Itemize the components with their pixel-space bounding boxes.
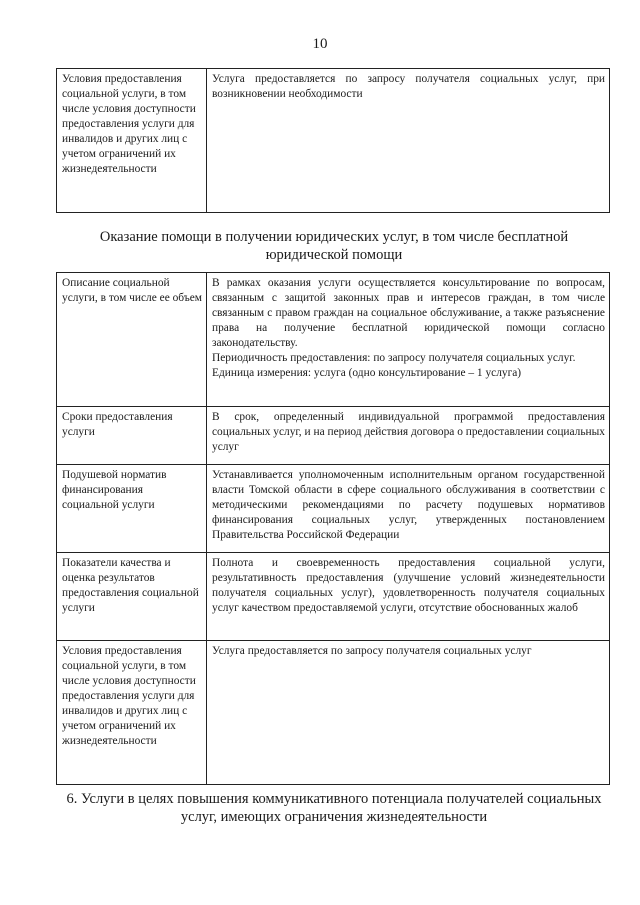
row-value: Устанавливается уполномоченным исполнительным органом государственной власти Томской области в сфере социального обслуживания в соответствии с методическими рекомендациями по расчету подушевых нормативов финансирования социальных услуг, утвержденных постановлением Правительства Российской Федерации xyxy=(207,465,610,553)
row-label: Условия предоставления социальной услуги, в том числе условия доступности предоставления услуги для инвалидов и других лиц с учетом ограничений их жизнедеятельности xyxy=(57,69,207,213)
page-number: 10 xyxy=(312,36,328,52)
row-value: Услуга предоставляется по запросу получателя социальных услуг, при возникновении необходимости xyxy=(207,69,610,213)
service-conditions-table xyxy=(56,68,610,213)
row-label: Подушевой норматив финансирования социальной услуги xyxy=(57,465,207,553)
unit-text: Единица измерения: услуга (одно консультирование – 1 услуга) xyxy=(212,367,522,379)
row-label: Условия предоставления социальной услуги, в том числе условия доступности предоставления услуги для инвалидов и других лиц с учетом ограничений их жизнедеятельности xyxy=(57,641,207,785)
row-label: Показатели качества и оценка результатов предоставления социальной услуги xyxy=(57,553,207,641)
description-text: В рамках оказания услуги осуществляется консультирование по вопросам, связанным с защитой законных прав и интересов граждан, в том числе связанным с правом граждан на социальное обслуживание, а также разъяснение права на получение бесплатной юридической помощи согласно законодательству. xyxy=(212,277,605,349)
table-row xyxy=(57,641,610,785)
table-row xyxy=(57,273,610,407)
section-6-heading: 6. Услуги в целях повышения коммуникативного потенциала получателей социальных услуг, имеющих ограничения жизнедеятельности xyxy=(66,791,602,825)
row-value: Полнота и своевременность предоставления социальной услуги, результативность предоставления (улучшение условий жизнедеятельности получателя социальных услуг), удовлетворенность получателя социальных услуг качеством предоставляемой услуги, отсутствие обоснованных жалоб xyxy=(207,553,610,641)
section-heading: Оказание помощи в получении юридических услуг, в том числе бесплатной юридической помощи xyxy=(99,229,569,263)
row-label: Описание социальной услуги, в том числе ее объем xyxy=(57,273,207,407)
row-value: В срок, определенный индивидуальной программой предоставления социальных услуг, и на период действия договора о предоставлении социальных услуг xyxy=(207,407,610,465)
row-label: Сроки предоставления услуги xyxy=(57,407,207,465)
table-row xyxy=(57,69,610,213)
row-value: Услуга предоставляется по запросу получателя социальных услуг xyxy=(207,641,610,785)
periodicity-text: Периодичность предоставления: по запросу получателя социальных услуг. xyxy=(212,352,576,364)
table-row xyxy=(57,407,610,465)
legal-services-table xyxy=(56,272,610,785)
row-value xyxy=(207,273,610,407)
table-row xyxy=(57,553,610,641)
table-row xyxy=(57,465,610,553)
